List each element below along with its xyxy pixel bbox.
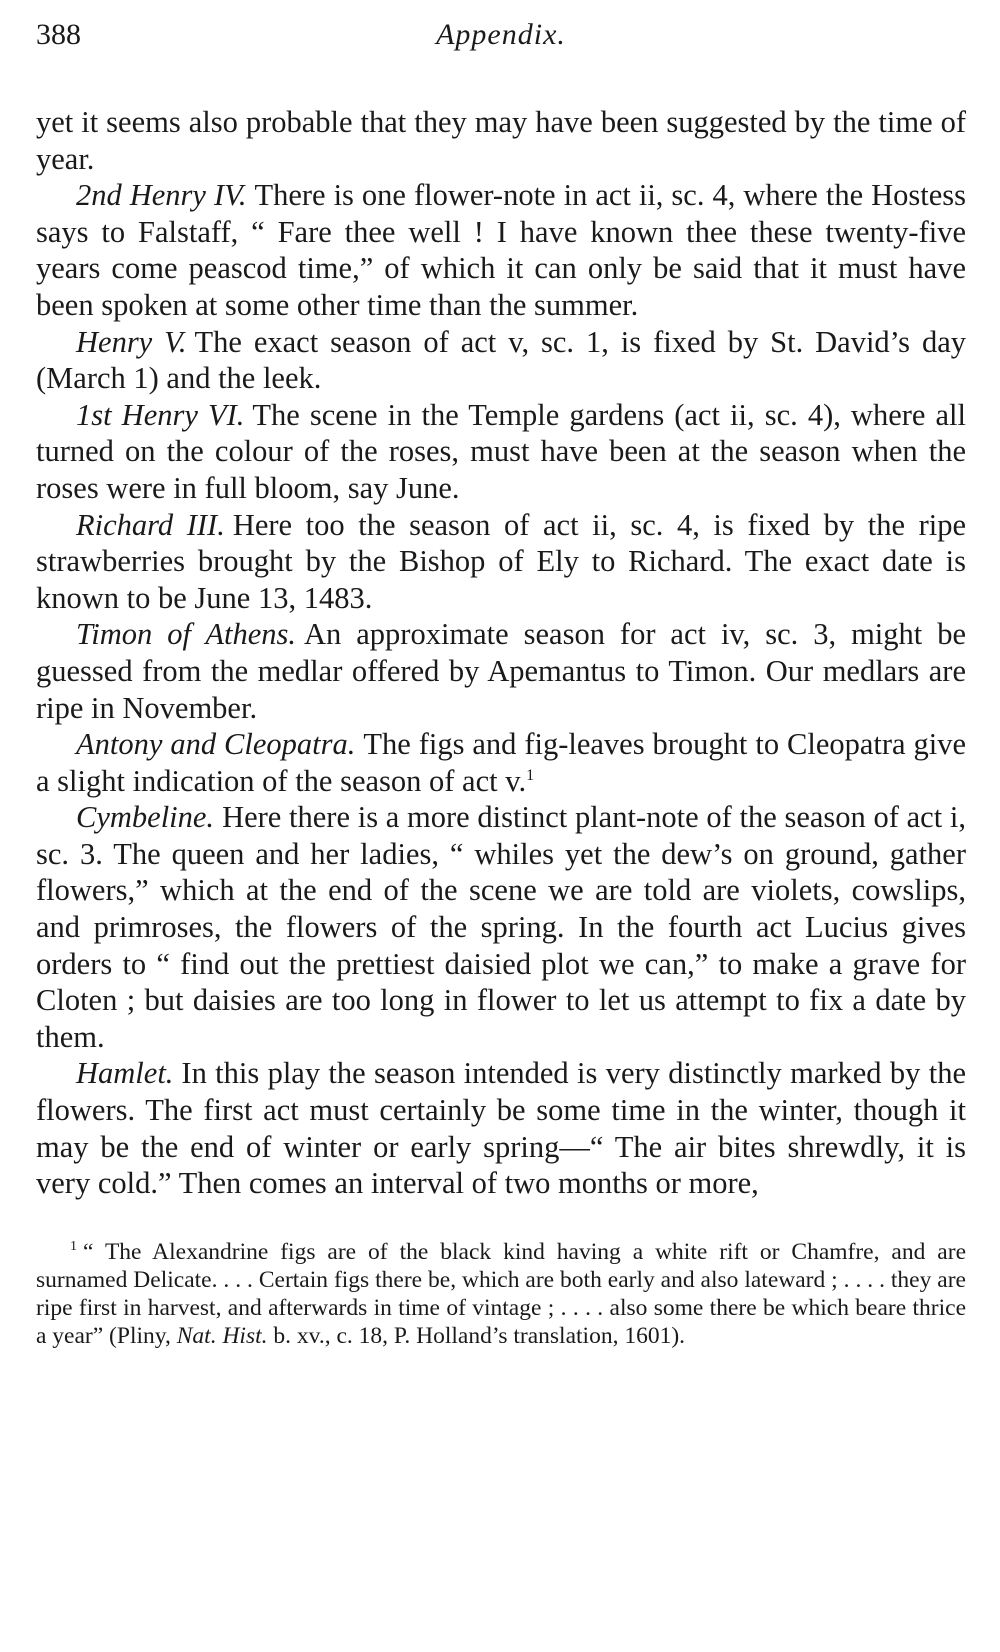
play-title: Hamlet.: [76, 1056, 174, 1091]
paragraph-text: There is one flower-note in act ii, sc. 4, where the Hostess says to Falstaff, “ Fare thee well ! I have known thee these twenty-five years come peascod time,” of which it can only be said that it must have been spoken at some other time than the summer.: [36, 178, 966, 322]
running-head: [36, 18, 966, 62]
paragraph-continued: [36, 104, 966, 177]
paragraph-1st-henry-vi: [36, 397, 966, 507]
footnote-reference[interactable]: 1: [526, 766, 535, 784]
paragraph-henry-v: [36, 324, 966, 397]
page-number: 388: [36, 18, 81, 51]
running-title: Appendix.: [436, 18, 566, 51]
play-title: Antony and Cleopatra.: [76, 727, 356, 762]
paragraph-2nd-henry-iv: [36, 177, 966, 323]
footnote-marker: 1: [70, 1238, 77, 1254]
paragraph-text: yet it seems also probable that they may have been suggested by the time of year.: [36, 105, 966, 176]
play-title: Cymbeline.: [76, 800, 215, 835]
paragraph-text: An approximate season for act iv, sc. 3, might be guessed from the medlar offered by Apemantus to Timon. Our medlars are ripe in November.: [36, 617, 966, 725]
footnote-text: b. xv., c. 18, P. Holland’s translation, 1601).: [267, 1322, 686, 1349]
footnote-work-title: Nat. Hist.: [176, 1322, 268, 1349]
paragraph-text: The figs and fig-leaves brought to Cleopatra give a slight indication of the season of act v.: [36, 727, 967, 798]
paragraph-text: Here there is a more distinct plant-note of the season of act i, sc. 3. The queen and her ladies, “ whiles yet the dew’s on ground, gather flowers,” which at the end of the scene we are told are violets, cowslips, and primroses, the flowers of the spring. In the fourth act Lucius gives orders to “ find out the prettiest daisied plot we can,” to make a grave for Cloten ; but daisies are too long in flower to let us attempt to fix a date by them.: [36, 800, 966, 1054]
play-title: Henry V.: [76, 324, 187, 359]
play-title: 1st Henry VI.: [76, 397, 245, 432]
body-text: [36, 104, 966, 1202]
paragraph-hamlet: [36, 1055, 966, 1201]
paragraph-text: The scene in the Temple gardens (act ii, sc. 4), where all turned on the colour of the roses, must have been at the season when the roses were in full bloom, say June.: [36, 397, 966, 505]
paragraph-richard-iii: [36, 507, 966, 617]
play-title: Richard III.: [76, 507, 225, 542]
book-page: [36, 18, 966, 1350]
footnote-text: “ The Alexandrine figs are of the black kind having a white rift or Chamfre, and are surnamed Delicate. . . . Certain figs there be, which are both early and also lateward ; . . . . they are ripe first in harvest, and afterwards in time of vintage ; . . . . also some there be which beare thrice a year” (Pliny,: [36, 1238, 966, 1349]
paragraph-cymbeline: [36, 799, 966, 1055]
paragraph-timon-of-athens: [36, 616, 966, 726]
paragraph-text: Here too the season of act ii, sc. 4, is fixed by the ripe strawberries brought by the Bishop of Ely to Richard. The exact date is known to be June 13, 1483.: [36, 507, 966, 615]
play-title: Timon of Athens.: [76, 617, 297, 652]
play-title: 2nd Henry IV.: [76, 178, 247, 213]
paragraph-antony-and-cleopatra: [36, 726, 966, 799]
paragraph-text: In this play the season intended is very distinctly marked by the flowers. The first act must certainly be some time in the winter, though it may be the end of winter or early spring—“ The air bites shrewdly, it is very cold.” Then comes an interval of two months or more,: [36, 1056, 966, 1201]
paragraph-text: The exact season of act v, sc. 1, is fixed by St. David’s day (March 1) and the leek.: [36, 324, 966, 396]
footnote: [36, 1238, 966, 1350]
